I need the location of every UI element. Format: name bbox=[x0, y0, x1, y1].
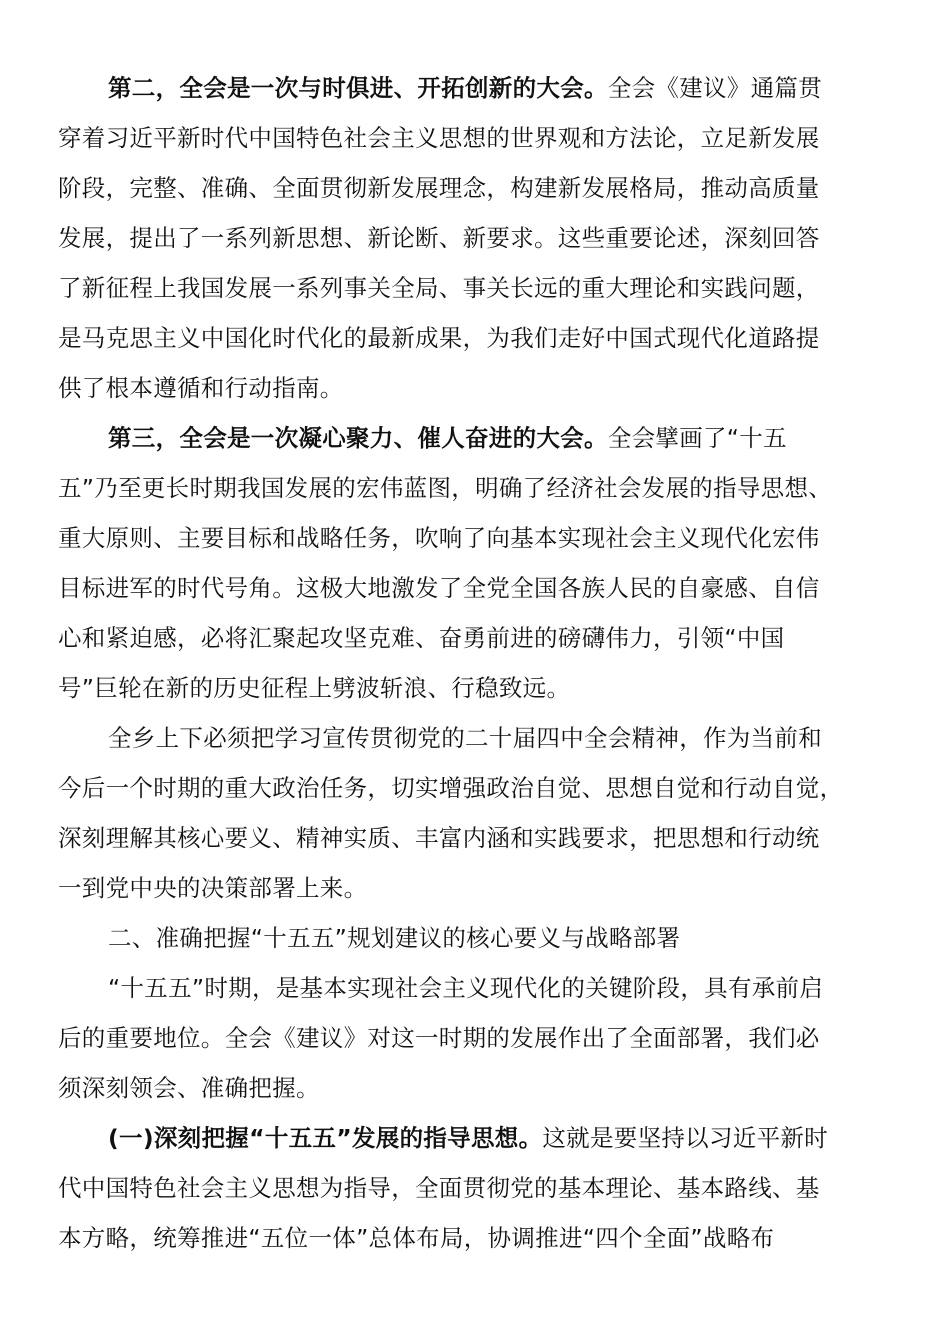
paragraph-1-text: 全会《建议》通篇贯 bbox=[607, 74, 823, 102]
paragraph-2-text: 全会擘画了“十五 bbox=[607, 424, 787, 452]
paragraph-1-line-3: 阶段，完整、准确、全面贯彻新发展理念，构建新发展格局，推动高质量 bbox=[58, 174, 820, 202]
paragraph-1-line-1 bbox=[108, 63, 822, 113]
section-heading: 二、准确把握“十五五”规划建议的核心要义与战略部署 bbox=[108, 924, 681, 952]
paragraph-6-text: 这就是要坚持以习近平新时 bbox=[542, 1124, 828, 1152]
paragraph-6-line-1 bbox=[108, 1113, 828, 1163]
paragraph-3-line-3: 深刻理解其核心要义、精神实质、丰富内涵和实践要求，把思想和行动统 bbox=[58, 824, 820, 852]
paragraph-5-line-2: 后的重要地位。全会《建议》对这一时期的发展作出了全面部署，我们必 bbox=[58, 1024, 820, 1052]
paragraph-6-line-3: 本方略，统筹推进“五位一体”总体布局，协调推进“四个全面”战略布 bbox=[58, 1224, 775, 1252]
paragraph-1-line-5: 了新征程上我国发展一系列事关全局、事关长远的重大理论和实践问题， bbox=[58, 274, 820, 302]
paragraph-5-line-1: “十五五”时期，是基本实现社会主义现代化的关键阶段，具有承前启 bbox=[108, 974, 824, 1002]
paragraph-2-line-5: 心和紧迫感，必将汇聚起攻坚克难、奋勇前进的磅礴伟力，引领“中国 bbox=[58, 624, 785, 652]
paragraph-1-line-7: 供了根本遵循和行动指南。 bbox=[58, 374, 344, 402]
paragraph-2-line-6: 号”巨轮在新的历史征程上劈波斩浪、行稳致远。 bbox=[58, 674, 571, 702]
paragraph-3-line-4: 一到党中央的决策部署上来。 bbox=[58, 874, 368, 902]
paragraph-2-line-3: 重大原则、主要目标和战略任务，吹响了向基本实现社会主义现代化宏伟 bbox=[58, 524, 820, 552]
paragraph-1-line-4: 发展，提出了一系列新思想、新论断、新要求。这些重要论述，深刻回答 bbox=[58, 224, 820, 252]
paragraph-5-line-3: 须深刻领会、准确把握。 bbox=[58, 1074, 320, 1102]
paragraph-2-line-2: 五”乃至更长时期我国发展的宏伟蓝图，明确了经济社会发展的指导思想、 bbox=[58, 474, 833, 502]
paragraph-3-line-2: 今后一个时期的重大政治任务，切实增强政治自觉、思想自觉和行动自觉， bbox=[58, 774, 844, 802]
paragraph-2-heading: 第三，全会是一次凝心聚力、催人奋进的大会。 bbox=[108, 424, 608, 452]
paragraph-6-line-2: 代中国特色社会主义思想为指导，全面贯彻党的基本理论、基本路线、基 bbox=[58, 1174, 820, 1202]
paragraph-1-line-2: 穿着习近平新时代中国特色社会主义思想的世界观和方法论，立足新发展 bbox=[58, 124, 820, 152]
paragraph-3-line-1: 全乡上下必须把学习宣传贯彻党的二十届四中全会精神，作为当前和 bbox=[108, 724, 822, 752]
paragraph-2-line-4: 目标进军的时代号角。这极大地激发了全党全国各族人民的自豪感、自信 bbox=[58, 574, 820, 602]
paragraph-6-heading: (一)深刻把握“十五五”发展的指导思想。 bbox=[108, 1124, 543, 1152]
paragraph-1-heading: 第二，全会是一次与时俱进、开拓创新的大会。 bbox=[108, 74, 608, 102]
paragraph-1-line-6: 是马克思主义中国化时代化的最新成果，为我们走好中国式现代化道路提 bbox=[58, 324, 820, 352]
paragraph-2-line-1 bbox=[108, 413, 787, 463]
